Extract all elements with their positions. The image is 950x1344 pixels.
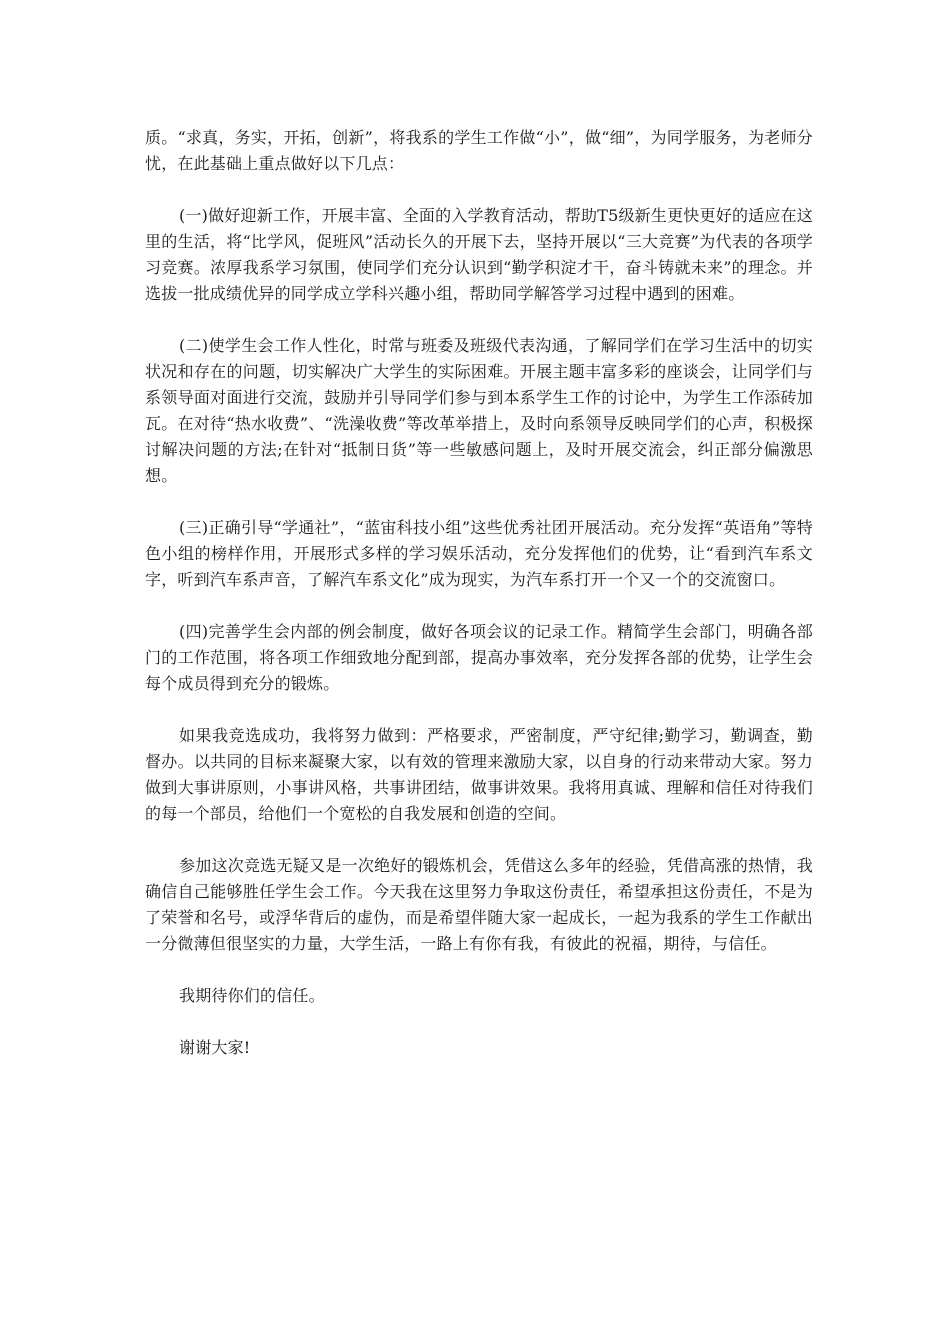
paragraph-intro: 质。“求真，务实，开拓，创新”，将我系的学生工作做“小”，做“细”，为同学服务，为老师分忧，在此基础上重点做好以下几点： xyxy=(145,128,813,173)
paragraph-thanks: 谢谢大家! xyxy=(179,1038,251,1057)
paragraph-point-1: (一)做好迎新工作，开展丰富、全面的入学教育活动，帮助T5级新生更快更好的适应在这里的生活，将“比学风，促班风”活动长久的开展下去，坚持开展以“三大竞赛”为代表的各项学习竞赛。浓厚我系学习氛围，使同学们充分认识到“勤学积淀才干，奋斗铸就未来”的理念。并选拔一批成绩优异的同学成立学科兴趣小组，帮助同学解答学习过程中遇到的困难。 xyxy=(145,206,813,303)
paragraph-point-3: (三)正确引导“学通社”，“蓝宙科技小组”这些优秀社团开展活动。充分发挥“英语角”等特色小组的榜样作用，开展形式多样的学习娱乐活动，充分发挥他们的优势，让“看到汽车系文字，听到汽车系声音，了解汽车系文化”成为现实，为汽车系打开一个又一个的交流窗口。 xyxy=(145,518,813,589)
paragraph-commitment: 如果我竞选成功，我将努力做到：严格要求，严密制度，严守纪律;勤学习，勤调查，勤督办。以共同的目标来凝聚大家，以有效的管理来激励大家，以自身的行动来带动大家。努力做到大事讲原则，小事讲风格，共事讲团结，做事讲效果。我将用真诚、理解和信任对待我们的每一个部员，给他们一个宽松的自我发展和创造的空间。 xyxy=(145,726,813,823)
paragraph-conclusion: 参加这次竞选无疑又是一次绝好的锻炼机会，凭借这么多年的经验，凭借高涨的热情，我确信自己能够胜任学生会工作。今天我在这里努力争取这份责任，希望承担这份责任，不是为了荣誉和名号，或浮华背后的虚伪，而是希望伴随大家一起成长，一起为我系的学生工作献出一分微薄但很坚实的力量，大学生活，一路上有你有我，有彼此的祝福，期待，与信任。 xyxy=(145,856,813,953)
paragraph-expectation: 我期待你们的信任。 xyxy=(179,986,325,1005)
paragraph-point-4: (四)完善学生会内部的例会制度，做好各项会议的记录工作。精简学生会部门，明确各部门的工作范围，将各项工作细致地分配到部，提高办事效率，充分发挥各部的优势，让学生会每个成员得到充分的锻炼。 xyxy=(145,622,813,693)
document-body xyxy=(145,125,813,1087)
paragraph-point-2: (二)使学生会工作人性化，时常与班委及班级代表沟通，了解同学们在学习生活中的切实状况和存在的问题，切实解决广大学生的实际困难。开展主题丰富多彩的座谈会，让同学们与系领导面对面进行交流，鼓励并引导同学们参与到本系学生工作的讨论中，为学生工作添砖加瓦。在对待“热水收费”、“洗澡收费”等改革举措上，及时向系领导反映同学们的心声，积极探讨解决问题的方法;在针对“抵制日货”等一些敏感问题上，及时开展交流会，纠正部分偏激思想。 xyxy=(145,336,813,485)
